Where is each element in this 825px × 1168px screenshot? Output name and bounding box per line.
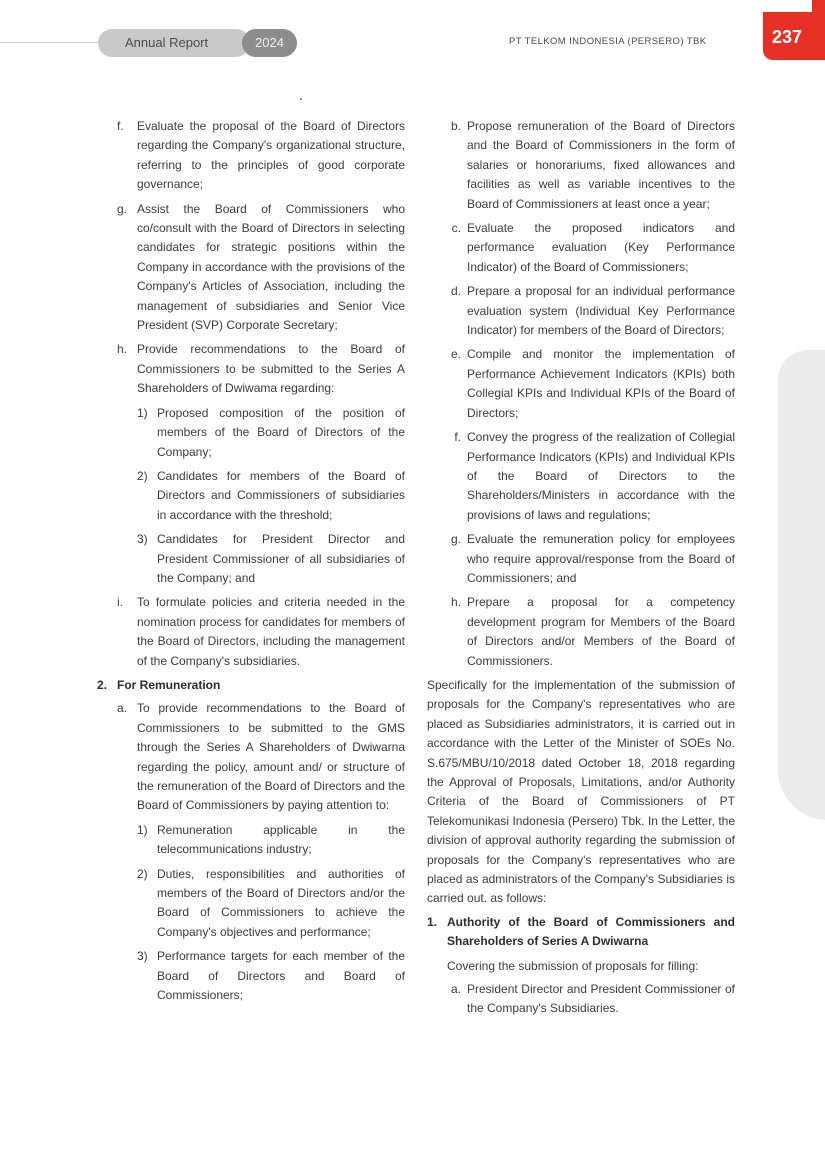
list-item-text: Candidates for President Director and President Commissioner of all subsidiaries of the Company; and — [157, 532, 405, 585]
stray-dot — [300, 98, 302, 100]
list-item — [427, 428, 735, 525]
list-item-text: Compile and monitor the implementation of Performance Achievement Indicators (KPIs) both Collegial KPIs and Individual KPIs of the Board of Directors; — [467, 347, 735, 420]
sub-list-item — [97, 530, 405, 588]
list-item-text: Evaluate the proposed indicators and performance evaluation (Key Performance Indicator) of the Board of Commissioners; — [467, 221, 735, 274]
body-paragraph: Specifically for the implementation of the submission of proposals for the Company's representatives who are placed as Subsidiaries administrators, it is carried out in accordance with the Letter of the Minister of SOEs No. S.675/MBU/10/2018 dated October 18, 2018 regarding the Approval of Proposals, Limitations, and/or Authority Criteria of the Board of Commissioners of PT Telekomunikasi Indonesia (Persero) Tbk. In the Letter, the division of approval authority regarding the submission of proposals for the Company's representatives who are placed as administrators of the Company's Subsidiaries is carried out. as follows: — [427, 677, 735, 906]
company-name: PT TELKOM INDONESIA (PERSERO) TBK — [509, 36, 707, 47]
numbered-heading-text: Authority of the Board of Commissioners and Shareholders of Series A Dwiwarna — [447, 914, 735, 949]
right-column — [427, 117, 735, 1024]
list-marker: f. — [117, 119, 124, 133]
list-marker: i. — [117, 595, 123, 610]
list-item-text: To provide recommendations to the Board of Commissioners to be submitted to the GMS through the Series A Shareholders of Dwiwarna regarding the policy, amount and/ or structure of the remuneration of the Board of Directors and the Board of Commissioners by paying attention to: — [137, 701, 405, 813]
list-marker: a. — [117, 701, 128, 716]
list-item-text: Prepare a proposal for an individual performance evaluation system (Individual Key Performance Indicator) for members of the Board of Directors; — [467, 284, 735, 338]
list-marker: 2) — [137, 866, 148, 881]
intro-text: Covering the submission of proposals for filling: — [447, 958, 699, 973]
list-item — [427, 282, 735, 340]
list-marker: b. — [450, 119, 461, 133]
list-marker: d. — [450, 284, 461, 299]
list-marker: g. — [450, 532, 461, 547]
page-number: 237 — [763, 12, 825, 60]
list-item-text: Duties, responsibilities and authorities of members of the Board of Directors and/or the Board of Commissioners to achieve the Company's objectives and performance; — [157, 866, 405, 939]
list-marker: a. — [450, 982, 461, 997]
list-item — [427, 117, 735, 214]
left-column — [97, 117, 405, 1010]
list-item-text: Prepare a proposal for a competency development program for Members of the Board of Directors and/or Members of the Board of Commissioners. — [467, 595, 735, 668]
list-marker: 3) — [137, 532, 148, 547]
list-item — [97, 699, 405, 815]
sub-list-item — [97, 947, 405, 1005]
list-item — [427, 980, 735, 1019]
list-item-text: Convey the progress of the realization of Collegial Performance Indicators (KPIs) and Individual KPIs of the Board of Directors to the Shareholders/Ministers in accordance with the provisions of laws and regulations; — [467, 430, 735, 522]
list-marker: h. — [117, 342, 128, 357]
list-item — [97, 593, 405, 671]
list-item-text: Evaluate the proposal of the Board of Directors regarding the Company's organizational structure, referring to the principles of good corporate governance; — [137, 119, 405, 192]
list-item-text: President Director and President Commissioner of the Company's Subsidiaries. — [467, 982, 735, 1016]
section-title: For Remuneration — [117, 677, 221, 692]
list-marker: 2) — [137, 468, 148, 483]
list-item — [97, 340, 405, 398]
list-marker: e. — [450, 347, 461, 362]
list-item-text: To formulate policies and criteria needed in the nomination process for candidates for members of the Board of Directors, including the management of the Company's subsidiaries. — [137, 595, 405, 668]
list-marker: h. — [450, 595, 461, 610]
list-item-text: Propose remuneration of the Board of Directors and the Board of Commissioners in the form of salaries or honorariums, fixed allowances and facilities as well as variable incentives to the Board of Commissioners at least once a year; — [467, 119, 735, 211]
side-decoration — [778, 350, 825, 820]
list-marker: 1) — [137, 405, 148, 420]
list-item-text: Remuneration applicable in the telecommunications industry; — [157, 822, 405, 857]
list-marker: 1. — [427, 914, 438, 929]
list-item-text: Evaluate the remuneration policy for employees who require approval/response from the Board of Commissioners; and — [467, 532, 735, 585]
list-item-text: Candidates for members of the Board of Directors and Commissioners of subsidiaries in accordance with the threshold; — [157, 468, 405, 522]
sub-list-item — [97, 821, 405, 860]
sub-list-item — [97, 404, 405, 462]
sub-list-item — [97, 467, 405, 525]
list-item-text: Provide recommendations to the Board of Commissioners to be submitted to the Series A Shareholders of Dwiwama regarding: — [137, 342, 405, 396]
list-marker: c. — [451, 221, 461, 236]
report-label-badge: Annual Report — [98, 29, 250, 57]
header-rule — [0, 42, 110, 43]
list-marker: f. — [454, 430, 461, 445]
list-item — [427, 345, 735, 423]
section-number: 2. — [97, 677, 108, 692]
list-item-text: Performance targets for each member of the Board of Directors and Board of Commissioners; — [157, 949, 405, 1003]
list-item — [97, 200, 405, 336]
list-item-text: Proposed composition of the position of members of the Board of Directors of the Company; — [157, 405, 405, 459]
list-marker: 1) — [137, 822, 148, 837]
list-item — [427, 530, 735, 588]
year-badge: 2024 — [242, 29, 297, 57]
numbered-heading — [427, 913, 735, 952]
list-item — [97, 117, 405, 195]
list-item-text: Assist the Board of Commissioners who co/consult with the Board of Directors in selecting candidates for strategic positions within the Company in accordance with the provisions of the Company's Articles of Association, including the management of subsidiaries and Senior Vice President (SVP) Corporate Secretary; — [137, 201, 405, 333]
list-marker: 3) — [137, 949, 148, 964]
list-item — [427, 593, 735, 671]
section-heading — [97, 676, 405, 695]
list-marker: g. — [117, 201, 128, 216]
list-item — [427, 219, 735, 277]
sub-list-item — [97, 865, 405, 943]
